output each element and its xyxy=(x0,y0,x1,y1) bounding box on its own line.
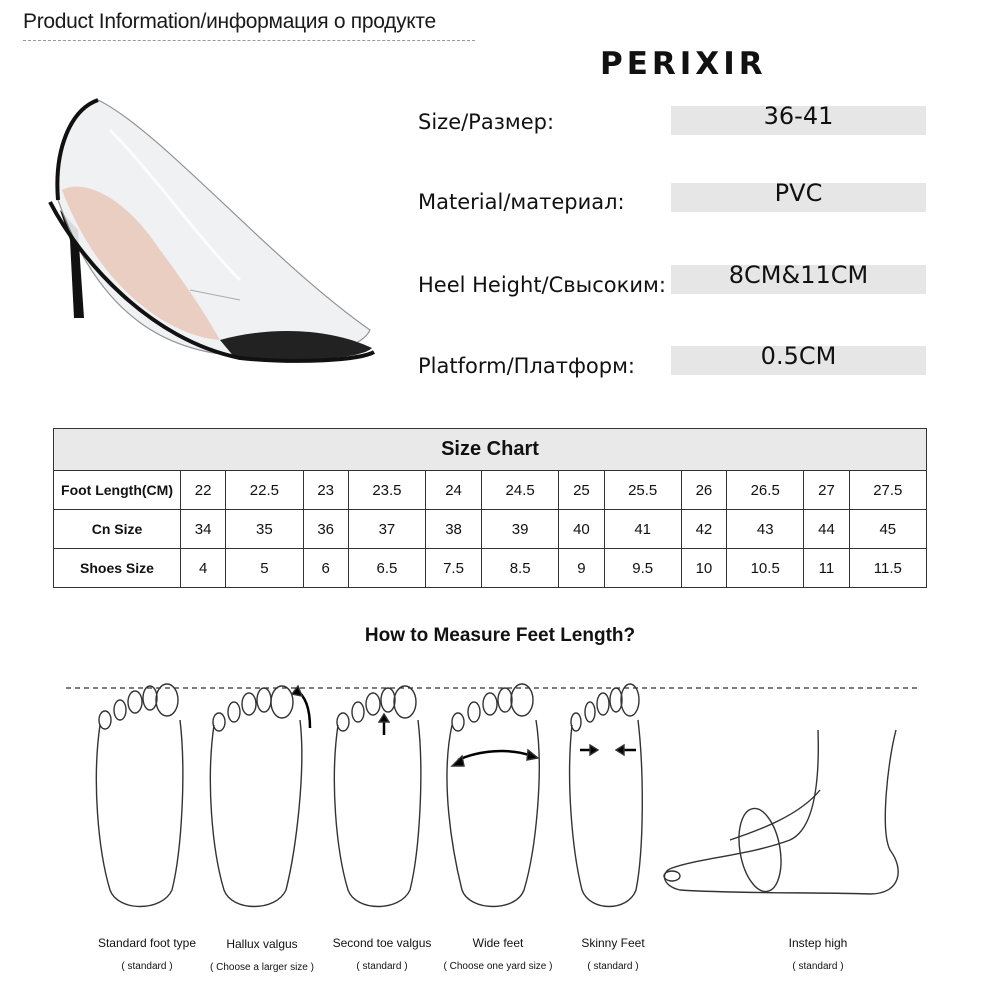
foot-label-hallux-valgus: Hallux valgus xyxy=(226,937,298,951)
table-cell: 38 xyxy=(426,510,482,549)
spec-label-platform: Platform/Платформ: xyxy=(418,354,636,378)
foot-types-illustration xyxy=(0,680,1000,920)
table-cell: 10 xyxy=(681,549,726,588)
measure-title: How to Measure Feet Length? xyxy=(364,625,636,646)
table-cell: 11 xyxy=(804,549,849,588)
spec-value-box-heel-height xyxy=(671,261,926,294)
table-cell: 45 xyxy=(849,510,926,549)
spec-value-heel-height: 8CM&11CM xyxy=(728,261,869,289)
spec-label-material: Material/материал: xyxy=(418,190,625,214)
table-cell: 26.5 xyxy=(727,471,804,510)
table-cell: 23.5 xyxy=(348,471,425,510)
row-label: Foot Length(CM) xyxy=(54,471,181,510)
table-cell: 37 xyxy=(348,510,425,549)
header-divider xyxy=(23,40,475,41)
foot-label-wide-feet: Wide feet xyxy=(472,936,524,950)
table-cell: 26 xyxy=(681,471,726,510)
foot-note-second-toe-valgus: ( standard ) xyxy=(356,961,408,972)
foot-wide-icon xyxy=(447,684,539,907)
foot-note-hallux-valgus: ( Choose a larger size ) xyxy=(210,962,314,973)
table-cell: 9.5 xyxy=(604,549,681,588)
foot-second-toe-valgus-icon xyxy=(334,686,420,907)
size-chart-title: Size Chart xyxy=(54,429,927,471)
spec-value-box-platform xyxy=(671,342,926,375)
table-cell: 24.5 xyxy=(482,471,559,510)
foot-hallux-valgus-icon xyxy=(210,686,310,907)
table-row-shoes-size xyxy=(54,549,927,588)
spec-label-size: Size/Размер: xyxy=(418,110,555,134)
foot-skinny-icon xyxy=(570,684,643,907)
spec-value-size: 36-41 xyxy=(763,102,834,130)
table-cell: 40 xyxy=(559,510,604,549)
table-cell: 34 xyxy=(181,510,226,549)
spec-value-box-material xyxy=(671,179,926,212)
foot-label-instep-high: Instep high xyxy=(788,936,848,950)
foot-label-skinny-feet: Skinny Feet xyxy=(581,936,645,950)
table-cell: 22 xyxy=(181,471,226,510)
table-cell: 36 xyxy=(303,510,348,549)
table-cell: 23 xyxy=(303,471,348,510)
table-cell: 6.5 xyxy=(348,549,425,588)
spec-value-box-size xyxy=(671,102,926,135)
table-cell: 24 xyxy=(426,471,482,510)
table-cell: 25 xyxy=(559,471,604,510)
table-row-cn-size xyxy=(54,510,927,549)
spec-value-material: PVC xyxy=(774,179,823,207)
page-title: Product Information/информация о продукте xyxy=(23,10,436,33)
table-cell: 7.5 xyxy=(426,549,482,588)
foot-standard-icon xyxy=(96,684,182,907)
table-cell: 27.5 xyxy=(849,471,926,510)
table-cell: 35 xyxy=(226,510,303,549)
foot-label-standard: Standard foot type xyxy=(97,936,197,950)
table-cell: 11.5 xyxy=(849,549,926,588)
shoe-product-image xyxy=(40,90,390,380)
foot-instep-high-icon xyxy=(664,730,898,895)
table-cell: 41 xyxy=(604,510,681,549)
spec-label-heel-height: Heel Height/Свысоким: xyxy=(418,273,666,297)
table-cell: 39 xyxy=(482,510,559,549)
size-chart-table xyxy=(53,428,927,588)
table-cell: 25.5 xyxy=(604,471,681,510)
table-row-foot-length xyxy=(54,471,927,510)
table-cell: 10.5 xyxy=(727,549,804,588)
table-cell: 27 xyxy=(804,471,849,510)
foot-label-second-toe-valgus: Second toe valgus xyxy=(332,936,432,950)
brand-name: PERIXIR xyxy=(600,46,767,82)
row-label: Cn Size xyxy=(54,510,181,549)
foot-note-instep-high: ( standard ) xyxy=(792,961,844,972)
row-label: Shoes Size xyxy=(54,549,181,588)
table-cell: 22.5 xyxy=(226,471,303,510)
table-cell: 9 xyxy=(559,549,604,588)
spec-value-platform: 0.5CM xyxy=(760,342,837,370)
table-cell: 5 xyxy=(226,549,303,588)
table-cell: 8.5 xyxy=(482,549,559,588)
table-cell: 43 xyxy=(727,510,804,549)
foot-note-standard: ( standard ) xyxy=(121,961,173,972)
table-cell: 42 xyxy=(681,510,726,549)
table-cell: 44 xyxy=(804,510,849,549)
foot-note-skinny-feet: ( standard ) xyxy=(587,961,639,972)
foot-note-wide-feet: ( Choose one yard size ) xyxy=(443,961,553,972)
table-cell: 4 xyxy=(181,549,226,588)
table-cell: 6 xyxy=(303,549,348,588)
